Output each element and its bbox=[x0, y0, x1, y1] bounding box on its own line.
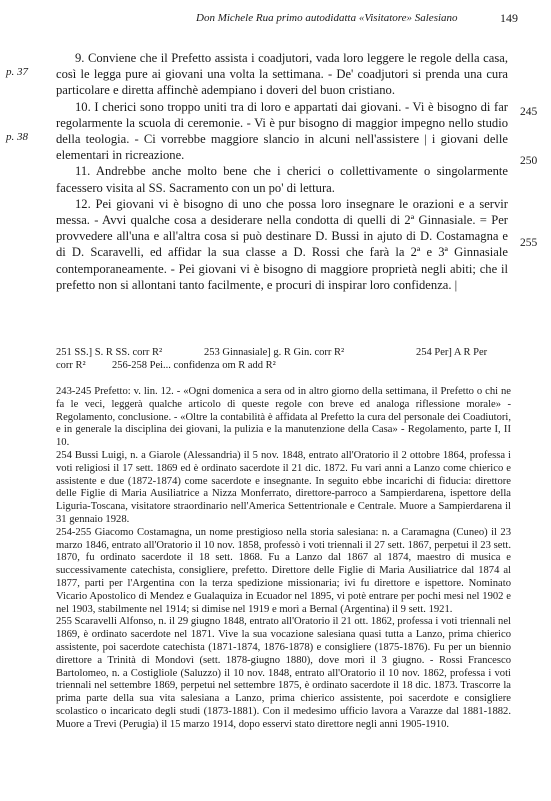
margin-ref-p38: p. 38 bbox=[6, 131, 28, 143]
paragraph-12: 12. Pei giovani vi è bisogno di uno che possa loro insegnare le orazioni e a servir messa. - Avvi qualche cosa a desiderare nella condotta di quelli di 2ª Ginnasiale. = Per provvedere all'una e all'altra cosa si può destinare D. Bussi in ajuto di D. Costamagna e di D. Scaravelli, ed affidar la sua classe a D. Rossi che farà la 2ª e 3ª Ginnasiale contemporaneamente. - Pei giovani vi è bisogno di maggiore proprietà negli abiti; che il prefetto non si allontani tanto facilmente, e procuri di inspirar loro confidenza. | bbox=[56, 196, 508, 292]
margin-ref-p37: p. 37 bbox=[6, 66, 28, 78]
main-text bbox=[56, 50, 508, 293]
note-254: 254 Bussi Luigi, n. a Giarole (Alessandria) il 5 nov. 1848, entrato all'Oratorio il 2 ottobre 1864, professa i voti religiosi il 17 sett. 1869 ed è ordinato sacerdote il 21 dic. 1872. Fu vari anni a Lanzo come chierico e assistente e due (1872-1874) come sacerdote e insegnante. In seguito ebbe incarichi di fiducia: direttore delle Figlie di Maria Ausiliatrice a Nizza Monferrato, direttore-parroco a Sampierdarena, ispettore della Liguria-Toscana, visitatore straordinario nell'America Settentrionale e Centrale. Muore a Sampierdarena il 31 gennaio 1928. bbox=[56, 449, 511, 525]
note-255: 255 Scaravelli Alfonso, n. il 29 giugno 1848, entrato all'Oratorio il 21 ott. 1862, professa i voti triennali nel 1869, è ordinato sacerdote nel 1871. Vive la sua vocazione salesiana quasi tutta a Lanzo, prima chierico assistente, poi sacerdote catechista (1871-1874, 1876-1878) e consigliere (1875-1876). Fu per un biennio direttore a Trinità di Mondovì (sett. 1878-giugno 1880), dove morì il 3 giugno. - Rossi Francesco Bartolomeo, n. a Costigliole (Saluzzo) il 10 nov. 1848, entrato all'Oratorio il 10 nov. 1862, professa i voti triennali nel settembre 1869, perpetui nel settembre 1875, è ordinato sacerdote il 18 dic. 1873. Trascorre la prima parte della sua vita salesiana a Lanzo, prima chierico assistente, poi sacerdote e consigliere scolastico o incaricato degli studi (1873-1881). Con il medesimo ufficio lavora a Varazze dal 1881-1882. Muore a Trevi (Perugia) il 15 marzo 1914, dopo esservi stato direttore negli anni 1905-1910. bbox=[56, 616, 511, 730]
page-number: 149 bbox=[500, 11, 518, 25]
note-254-255: 254-255 Giacomo Costamagna, un nome prestigioso nella storia salesiana: n. a Caramagna (Cuneo) il 23 marzo 1846, entrato all'Oratorio il 10 nov. 1858, professò i voti triennali il 27 sett. 1867, perpetui il 23 sett. 1870, fu ordinato sacerdote il 18 sett. 1868. Fu a Lanzo dal 1867 al 1874, maestro di musica e successivamente catechista, consigliere, prefetto. Direttore delle Figlie di Maria Ausiliatrice dal 1874 al 1877, parti per l'Argentina con la terza spedizione missionaria; ivi fu direttore e ispettore. Nominato Vicario Apostolico di Mendez e Gualaquiza in Ecuador nel 1895, vi potè entrare per pochi mesi nel 1902 e nel 1903, stabilmente nel 1914; si dimise nel 1919 e morì a Bernal (Argentina) il 9 sett. 1921. bbox=[56, 526, 511, 615]
apparatus-entry-251: 251 SS.] S. R SS. corr R² bbox=[56, 347, 163, 358]
note-243-245: 243-245 Prefetto: v. lin. 12. - «Ogni domenica a sera od in altro giorno della settimana, il Prefetto o chi ne fa le veci, leggerà qualche articolo di queste regole con breve ed analoga riflessione morale» - Regolamento, conclusione. - «Oltre la contabilità è affidata al Prefetto la cura del personale dei Coadiutori, e in generale la disciplina dei giovani, la pulizia e la manutenzione della Casa» - Regolamento, parte I, II 10. bbox=[56, 386, 511, 449]
apparatus-entry-256-258: 256-258 Pei... confidenza om R add R² bbox=[112, 360, 276, 371]
critical-apparatus bbox=[56, 346, 516, 372]
line-number-250: 250 bbox=[520, 155, 538, 167]
apparatus-entry-254: 254 Per] A R Per bbox=[416, 347, 488, 358]
paragraph-10: 10. I cherici sono troppo uniti tra di loro e appartati dai giovani. - Vi è bisogno di far regolarmente la scuola di ceremonie. - Vi è pur bisogno di maggior impegno nello studio della teologia. - Ci vorrebbe maggiore slancio in alcuni nell'assistere | i giovani delle elementari in ricreazione. bbox=[56, 99, 508, 163]
running-header-title: Don Michele Rua primo autodidatta «Visitatore» Salesiano bbox=[196, 12, 458, 24]
apparatus-entry-254-cont: corr R² bbox=[56, 360, 86, 371]
apparatus-entry-253: 253 Ginnasiale] g. R Gin. corr R² bbox=[204, 347, 345, 358]
line-number-245: 245 bbox=[520, 106, 538, 118]
line-number-255: 255 bbox=[520, 237, 538, 249]
paragraph-11: 11. Andrebbe anche molto bene che i cherici o collettivamente o singolarmente facessero visita al SS. Sacramento con un po' di lettura. bbox=[56, 164, 508, 195]
footnotes bbox=[56, 386, 511, 732]
paragraph-9: 9. Conviene che il Prefetto assista i coadjutori, vada loro leggere le regole della casa, così le legga pure ai giovani una volta la settimana. - De' coadjutori si prenda una cura particolare e diretta affinchè adempiano i doveri del buon cristiano. bbox=[56, 51, 508, 98]
